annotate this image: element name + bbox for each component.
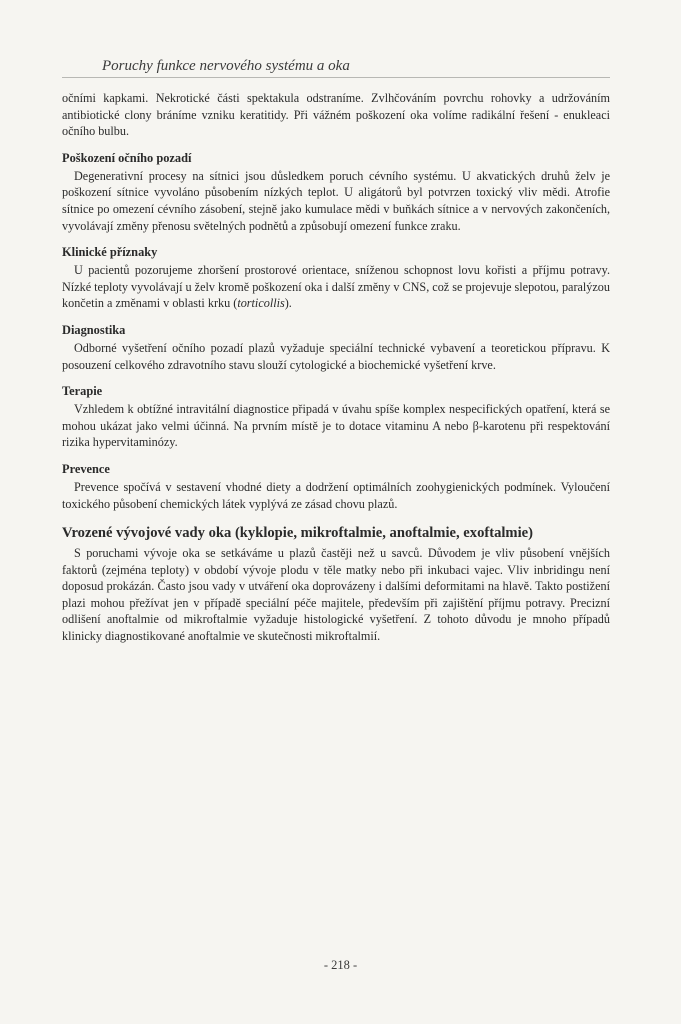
- running-header: [62, 58, 610, 80]
- running-header-title: Poruchy funkce nervového systému a oka: [102, 58, 350, 74]
- section-text-prevention: Prevence spočívá v sestavení vhodné diety a dodržení optimálních zoohygienických podmínek. Vyloučení toxického působení chemických látek vyplývá ze zásad chovu plazů.: [62, 479, 610, 511]
- section-heading-diagnostics: Diagnostika: [62, 322, 126, 337]
- section-heading-clinical-signs: Klinické příznaky: [62, 245, 158, 260]
- page-number: - 218 -: [323, 958, 358, 972]
- section-text-therapy: Vzhledem k obtížné intravitální diagnostice připadá v úvahu spíše komplex nespecifických opatření, která se mohou ukázat jako velmi účinná. Na prvním místě je to dotace vitaminu A nebo β-karotenu při respektování rizika hypervitaminózy.: [62, 402, 610, 450]
- section-heading-therapy: Terapie: [62, 384, 103, 399]
- clinical-signs-text-end: ).: [284, 296, 292, 311]
- section-heading-prevention: Prevence: [62, 461, 110, 476]
- clinical-signs-term: torticollis: [237, 296, 285, 311]
- header-rule: [62, 77, 610, 78]
- clinical-signs-text: U pacientů pozorujeme zhoršení prostorové orientace, sníženou schopnost lovu kořisti a příjmu potravy. Nízké teploty vyvolávají u želv kromě poškození oka i další změny v CNS, což se projevuje slepotou, paralýzou končetin a změnami v oblasti krku (: [62, 263, 610, 311]
- page-content: [62, 90, 610, 645]
- section-text-clinical-signs: [62, 262, 610, 312]
- section-text-diagnostics: Odborné vyšetření očního pozadí plazů vyžaduje speciální technické vybavení a teoretickou přípravu. K posouzení celkového zdravotního stavu slouží cytologické a biochemické vyšetření krve.: [62, 340, 610, 372]
- section-text-ocular-fundus: Degenerativní procesy na sítnici jsou důsledkem poruch cévního systému. U akvatických druhů želv je poškození sítnice vyvoláno působením nízkých teplot. U aligátorů byl potvrzen toxický vliv mědi. Atrofie sítnice po omezení cévního zásobení, stejně jako kumulace mědi v buňkách sítnice a v nervových zakončeních, vyvolávají změny přenosu světelných podnětů a způsobují omezení funkce zraku.: [62, 168, 610, 233]
- intro-paragraph: očními kapkami. Nekrotické části spektakula odstraníme. Zvlhčováním povrchu rohovky a udržováním antibiotické clony bráníme vzniku keratitidy. Při vážném poškození oka volíme radikální řešení - enukleaci očního bulbu.: [62, 91, 610, 139]
- chapter-text-congenital-defects: S poruchami vývoje oka se setkáváme u plazů častěji než u savců. Důvodem je vliv působení vnějších faktorů (zejména teploty) v období vývoje plodu v těle matky nebo při inkubaci vajec. Vliv inbridingu není doposud prokázán. Často jsou vady v utváření oka doprovázeny i dalšími deformitami na hlavě. Takto postižení plazi mohou přežívat jen v případě speciální péče majitele, především při zajištění příjmu potravy. Precizní odlišení anoftalmie od mikroftalmie vyžaduje histologické vyšetření. Z tohoto důvodu je mnoho případů klinicky diagnostikované anoftalmie ve skutečnosti mikroftalmií.: [62, 546, 610, 644]
- section-heading-ocular-fundus: Poškození očního pozadí: [62, 150, 192, 165]
- chapter-heading-congenital-defects: Vrozené vývojové vady oka (kyklopie, mikroftalmie, anoftalmie, exoftalmie): [62, 525, 533, 542]
